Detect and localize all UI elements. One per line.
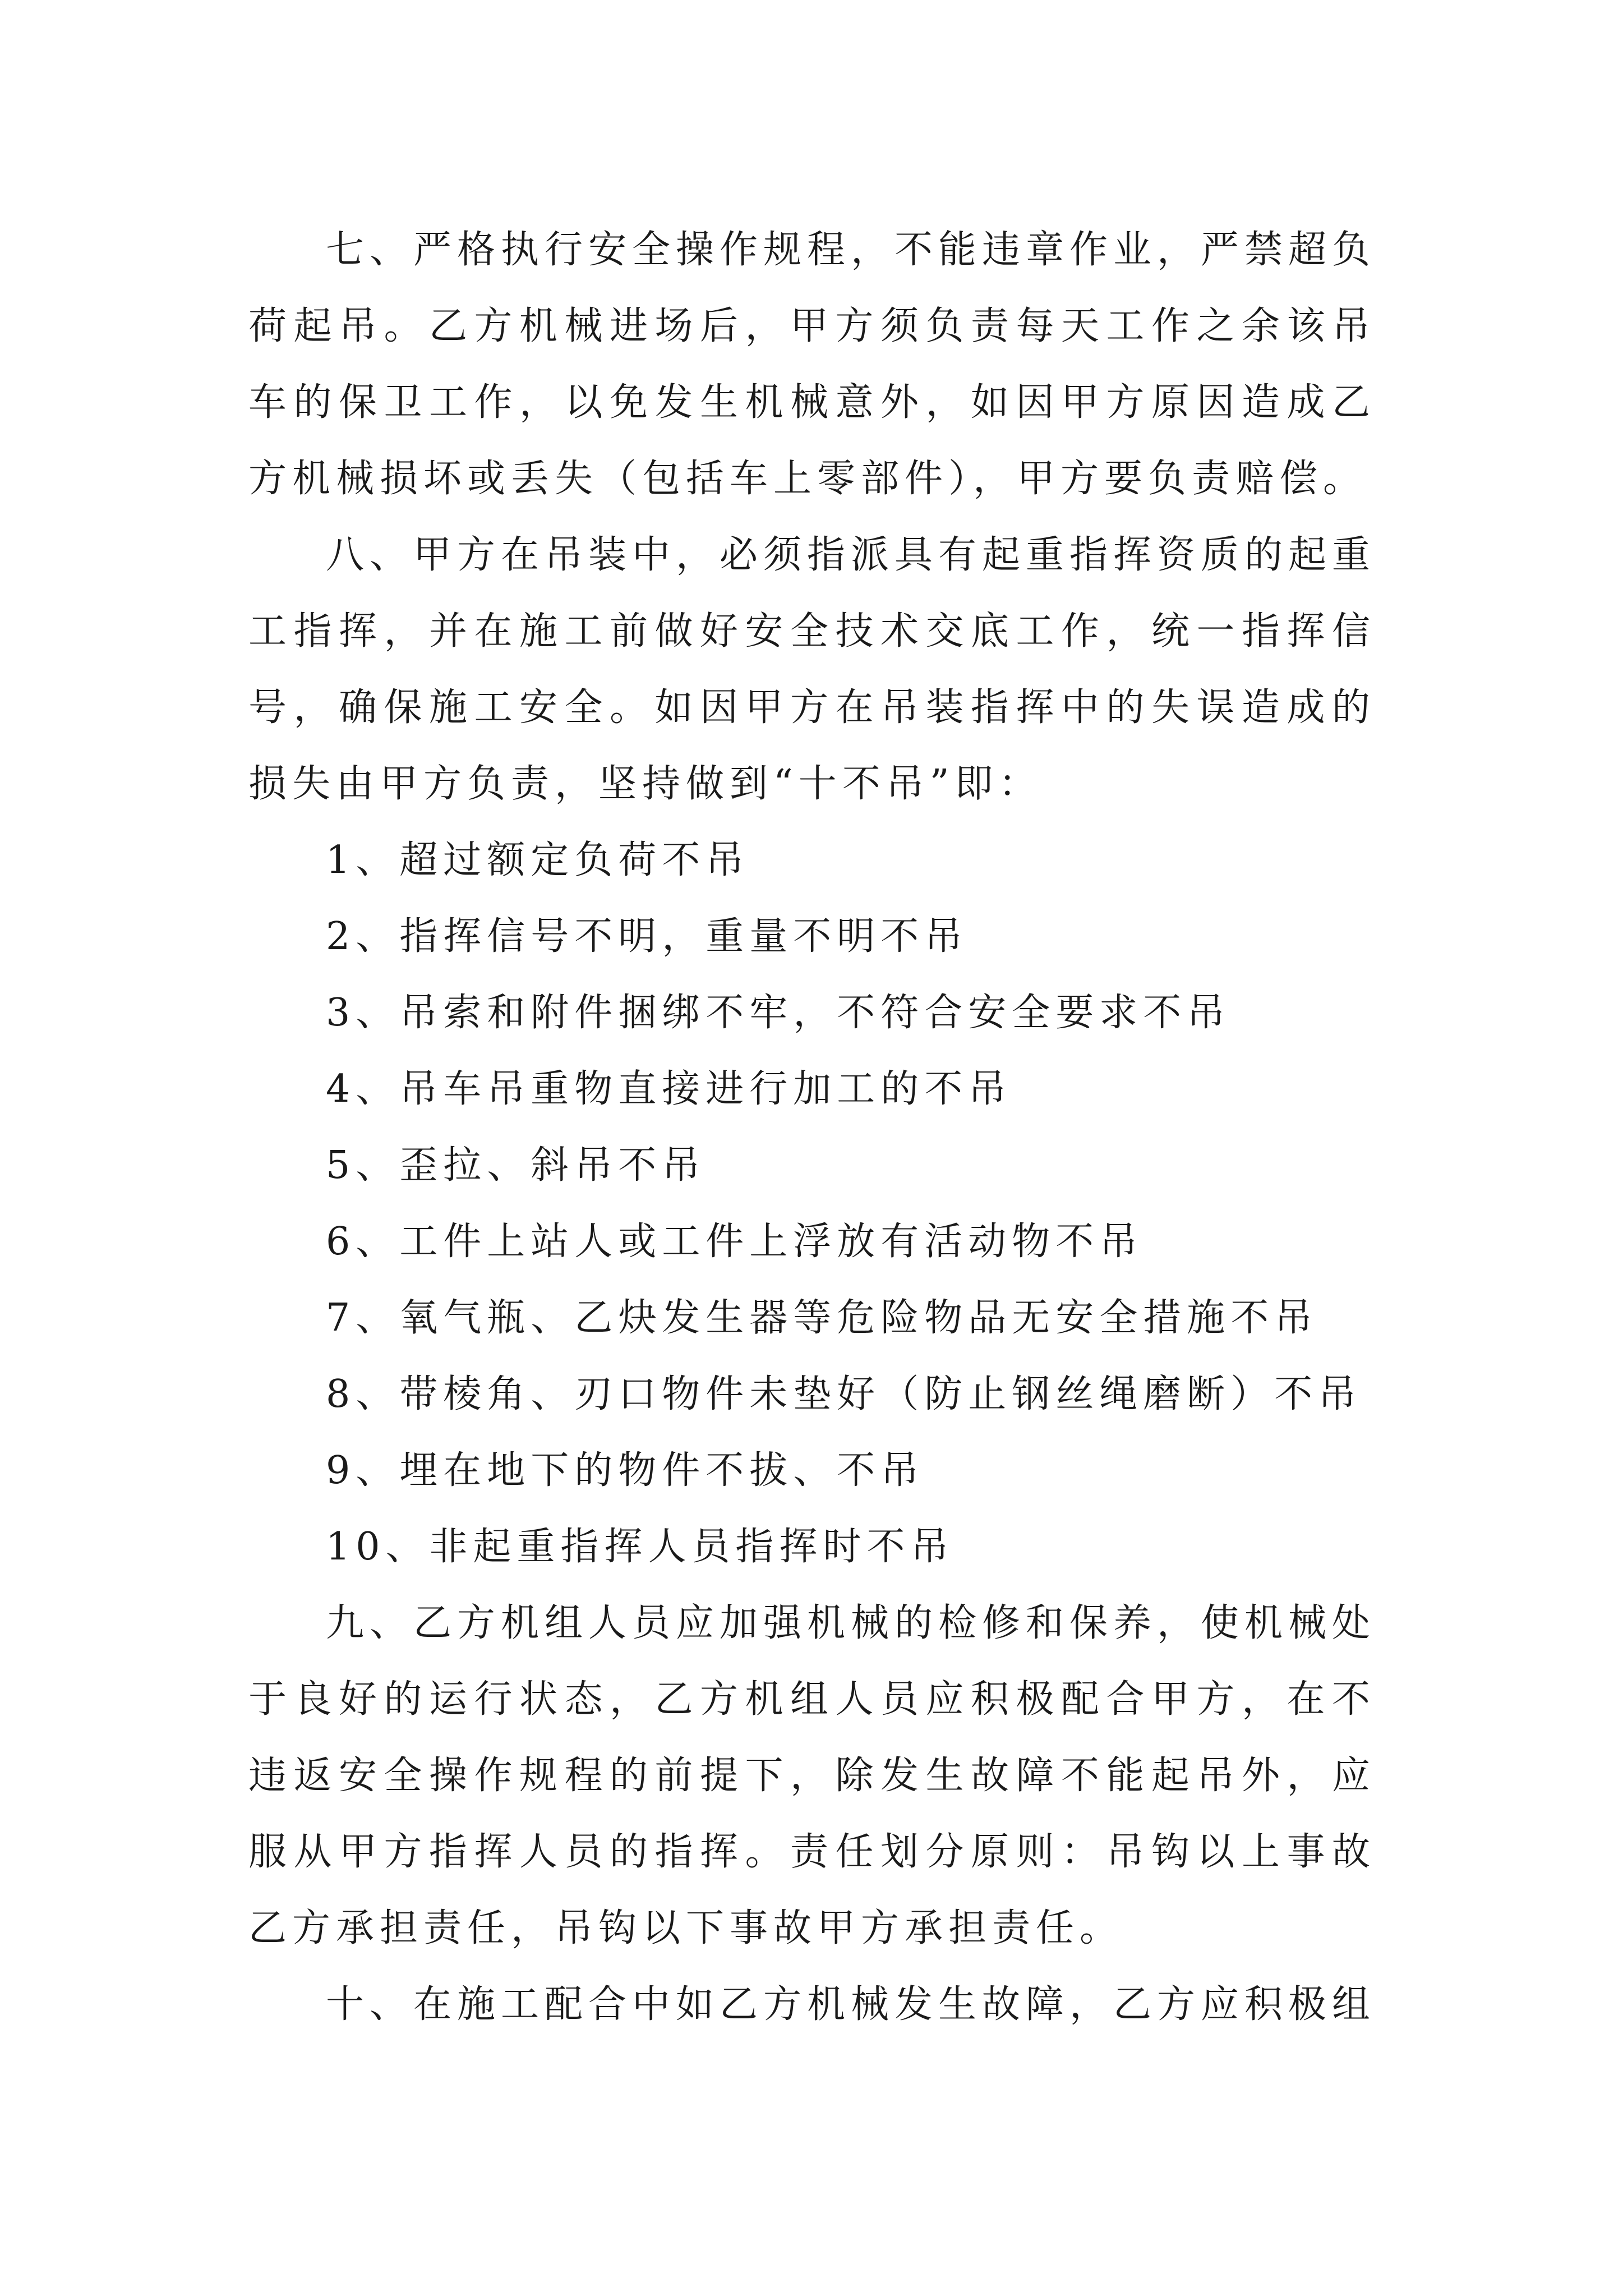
list-item: 8、带棱角、刃口物件未垫好（防止钢丝绳磨断）不吊	[326, 1372, 1362, 1416]
list-item: 3、吊索和附件捆绑不牢，不符合安全要求不吊	[326, 991, 1231, 1035]
list-item: 4、吊车吊重物直接进行加工的不吊	[326, 1067, 1012, 1111]
list-item: 1、超过额定负荷不吊	[326, 838, 750, 882]
clause-8-paragraph: 八、甲方在吊装中，必须指派具有起重指挥资质的起重工指挥，并在施工前做好安全技术交底工作，统一指挥信号，确保施工安全。如因甲方在吊装指挥中的失误造成的损失由甲方负责，坚持做到“十不吊”即：	[248, 533, 1376, 806]
list-item: 6、工件上站人或工件上浮放有活动物不吊	[326, 1220, 1144, 1264]
list-item: 9、埋在地下的物件不拔、不吊	[326, 1448, 925, 1493]
list-item: 5、歪拉、斜吊不吊	[326, 1143, 706, 1188]
list-item: 7、氧气瓶、乙炔发生器等危险物品无安全措施不吊	[326, 1296, 1318, 1340]
list-item: 10、非起重指挥人员指挥时不吊	[326, 1525, 955, 1569]
clause-7-paragraph: 七、严格执行安全操作规程，不能违章作业，严禁超负荷起吊。乙方机械进场后，甲方须负责每天工作之余该吊车的保卫工作，以免发生机械意外，如因甲方原因造成乙方机械损坏或丢失（包括车上零部件），甲方要负责赔偿。	[248, 228, 1376, 501]
list-item: 2、指挥信号不明，重量不明不吊	[326, 914, 969, 959]
clause-10-paragraph: 十、在施工配合中如乙方机械发生故障，乙方应积极组	[326, 1982, 1376, 2027]
document-body	[248, 212, 1376, 2043]
clause-9-paragraph: 九、乙方机组人员应加强机械的检修和保养，使机械处于良好的运行状态，乙方机组人员应积极配合甲方，在不违返安全操作规程的前提下，除发生故障不能起吊外，应服从甲方指挥人员的指挥。责任划分原则：吊钩以上事故乙方承担责任，吊钩以下事故甲方承担责任。	[248, 1601, 1376, 1950]
